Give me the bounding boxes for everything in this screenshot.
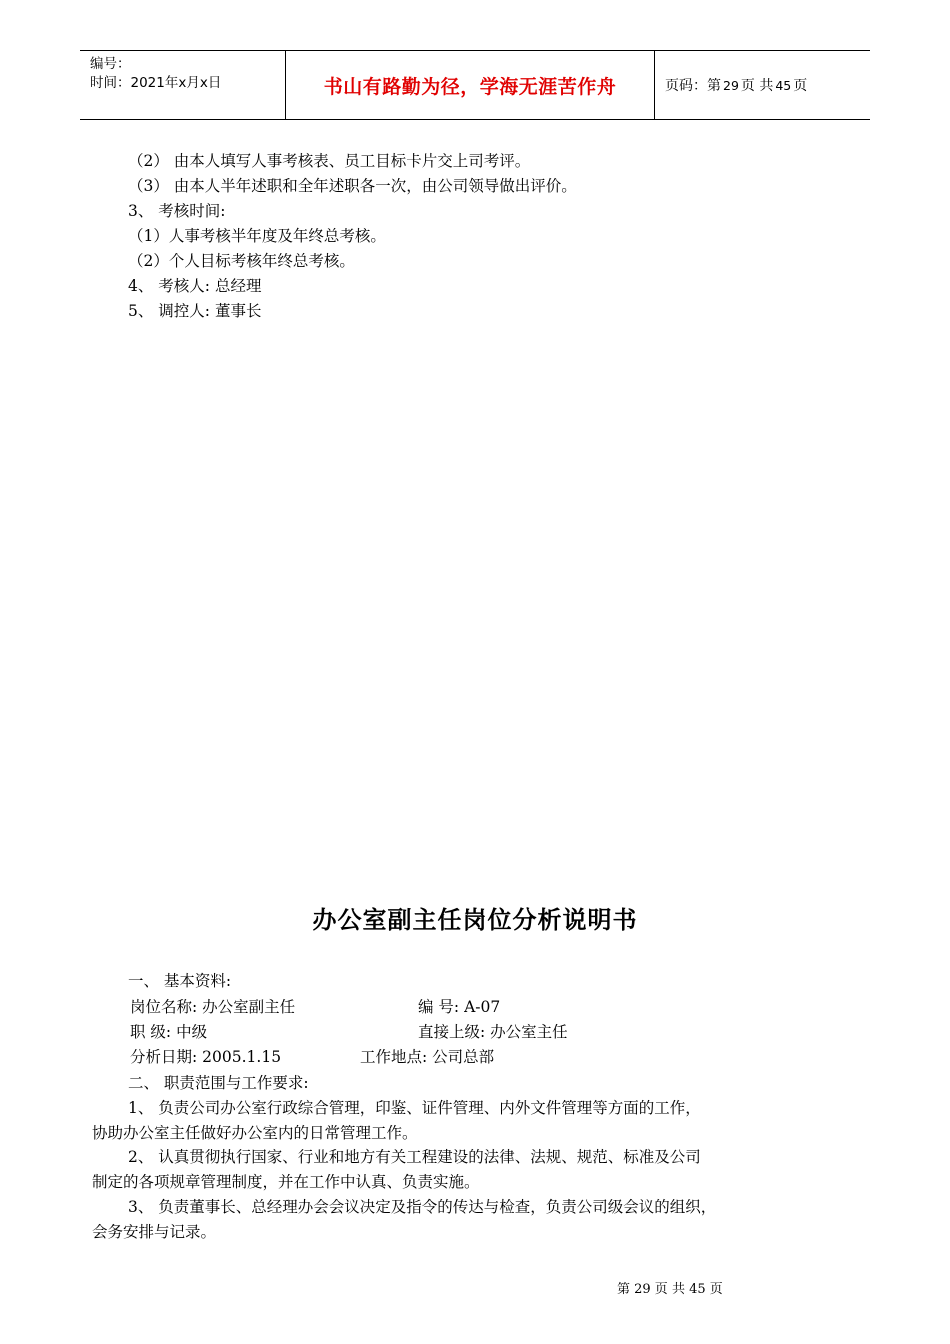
date-label: 分析日期: bbox=[130, 1048, 198, 1066]
document-number-label: 编号： bbox=[90, 56, 131, 72]
level-value: 中级 bbox=[176, 1023, 208, 1041]
supervisor-value: 办公室主任 bbox=[490, 1023, 568, 1041]
location-label: 工作地点: bbox=[360, 1048, 428, 1066]
duty-item-line: 协助办公室主任做好办公室内的日常管理工作。 bbox=[92, 1124, 418, 1142]
duty-item-line: 制定的各项规章管理制度，并在工作中认真、负责实施。 bbox=[92, 1173, 480, 1191]
info-date bbox=[130, 1046, 281, 1068]
body-line: 5、 调控人: 董事长 bbox=[128, 302, 262, 320]
info-location bbox=[360, 1046, 494, 1068]
duty-item-line: 会务安排与记录。 bbox=[92, 1223, 217, 1241]
level-label: 职 级: bbox=[130, 1023, 172, 1041]
info-post-name bbox=[130, 996, 295, 1018]
document-time-label: 时间：2021年x月x日 bbox=[90, 75, 222, 91]
date-value: 2005.1.15 bbox=[202, 1048, 282, 1066]
section-heading: 二、 职责范围与工作要求: bbox=[128, 1074, 309, 1092]
header-page-info bbox=[665, 51, 807, 119]
body-line: （3） 由本人半年述职和全年述职各一次，由公司领导做出评价。 bbox=[128, 177, 577, 195]
code-value: A-07 bbox=[464, 998, 501, 1016]
duty-item-line: 3、 负责董事长、总经理办会会议决定及指令的传达与检查，负责公司级会议的组织， bbox=[128, 1198, 717, 1216]
body-line: （2）个人目标考核年终总考核。 bbox=[128, 252, 355, 270]
info-level bbox=[130, 1021, 207, 1043]
page-mid: 页 共 bbox=[740, 78, 774, 94]
page-header bbox=[80, 50, 870, 120]
body-line: 4、 考核人: 总经理 bbox=[128, 277, 262, 295]
page-suffix: 页 bbox=[793, 78, 808, 94]
post-name-value: 办公室副主任 bbox=[202, 998, 296, 1016]
page-total: 45 bbox=[775, 77, 792, 93]
body-line: （2） 由本人填写人事考核表、员工目标卡片交上司考评。 bbox=[128, 152, 531, 170]
page-prefix: 页码：第 bbox=[665, 78, 721, 94]
body-line: （1）人事考核半年度及年终总考核。 bbox=[128, 227, 386, 245]
supervisor-label: 直接上级: bbox=[418, 1023, 486, 1041]
duty-item-line: 1、 负责公司办公室行政综合管理，印鉴、证件管理、内外文件管理等方面的工作， bbox=[128, 1099, 701, 1117]
document-title: 办公室副主任岗位分析说明书 bbox=[312, 906, 638, 934]
info-supervisor bbox=[418, 1021, 568, 1043]
body-line: 3、 考核时间: bbox=[128, 202, 226, 220]
header-slogan: 书山有路勤为径，学海无涯苦作舟 bbox=[285, 51, 655, 119]
section-heading: 一、 基本资料: bbox=[128, 972, 232, 990]
page-current: 29 bbox=[723, 77, 739, 93]
code-label: 编 号: bbox=[418, 998, 460, 1016]
page-footer: 第 29 页 共 45 页 bbox=[617, 1282, 723, 1297]
header-meta bbox=[90, 55, 280, 93]
location-value: 公司总部 bbox=[432, 1048, 495, 1066]
post-name-label: 岗位名称: bbox=[130, 998, 198, 1016]
duty-item-line: 2、 认真贯彻执行国家、行业和地方有关工程建设的法律、法规、规范、标准及公司 bbox=[128, 1148, 701, 1166]
info-code bbox=[418, 996, 500, 1018]
